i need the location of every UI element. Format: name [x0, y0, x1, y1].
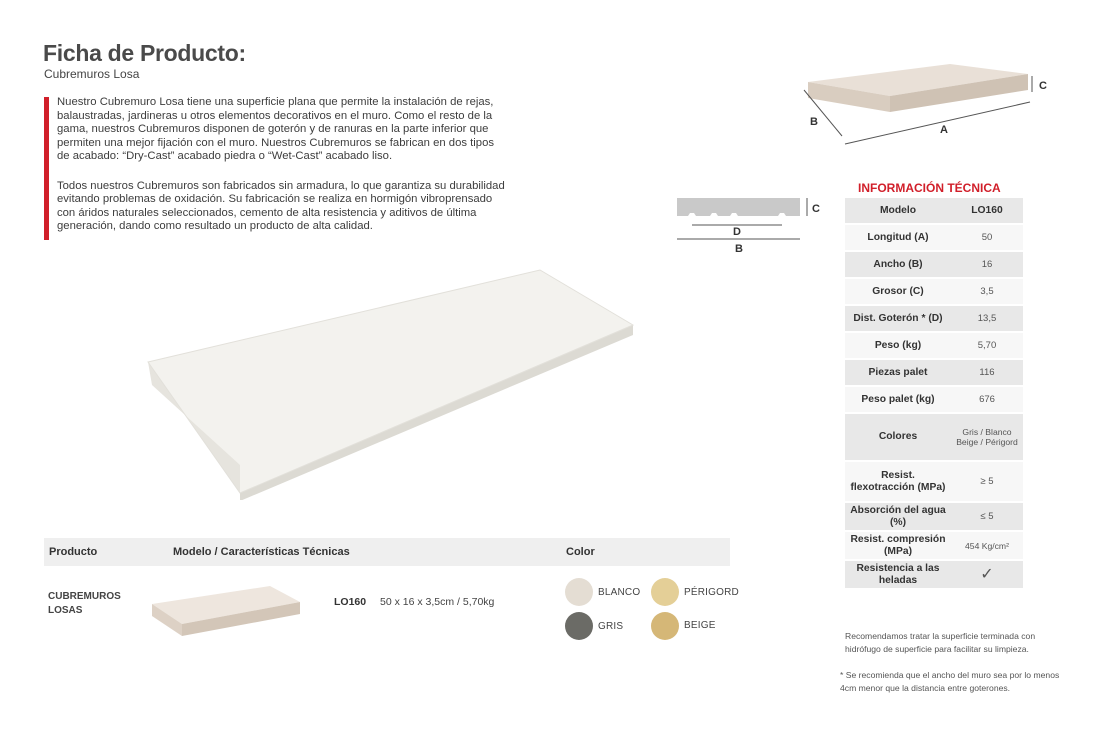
description-paragraph: Todos nuestros Cubremuros son fabricados sin armadura, lo que garantiza su durabilidad evitando problemas de oxidación. Su fabricación se realiza en hormigón vibroprensado con áridos naturales seleccionados, cemento de alta resistencia y aditivos de última generación, dando como resultado un producto de alta calidad. — [57, 179, 505, 232]
tech-row-label: Longitud (A) — [867, 231, 929, 243]
note-wall-width: * Se recomienda que el ancho del muro sea por lo menos 4cm menor que la distancia entre goterones. — [840, 670, 1060, 693]
tech-row-value: 13,5 — [977, 312, 997, 324]
tech-row-label: Colores — [878, 431, 918, 442]
dimension-label-a: A — [940, 124, 948, 136]
tech-row-value: LO160 — [971, 204, 1003, 216]
accent-bar — [44, 97, 49, 240]
page-title: Ficha de Producto: — [43, 40, 246, 66]
tech-row-label: Peso palet (kg) — [861, 393, 935, 405]
header-product: Producto — [49, 546, 98, 558]
color-label-gris: GRIS — [598, 621, 624, 632]
dimension-diagram-3d — [800, 60, 1060, 150]
tech-row-label: Peso (kg) — [874, 339, 922, 351]
section-label-b: B — [735, 243, 743, 255]
color-swatch-beige — [651, 612, 679, 640]
tech-row — [845, 532, 1023, 561]
tech-row — [845, 360, 1023, 387]
tech-row-value: 5,70 — [977, 339, 997, 351]
tech-row-value: 454 Kg/cm² — [965, 540, 1009, 551]
tech-info-title: INFORMACIÓN TÉCNICA — [858, 181, 1001, 195]
tech-row — [845, 333, 1023, 360]
tech-row-value: ≥ 5 — [980, 475, 994, 487]
color-label-perigord: PÉRIGORD — [684, 587, 739, 598]
tech-row-value: ≤ 5 — [980, 510, 994, 522]
tech-row-value: 50 — [981, 231, 993, 243]
color-label-blanco: BLANCO — [598, 587, 641, 598]
note-treatment: Recomendamos tratar la superficie terminada con hidrófugo de superficie para facilitar su limpieza. — [845, 631, 1036, 654]
tech-row-label: Modelo — [879, 204, 917, 216]
tech-row-value: 116 — [979, 366, 995, 378]
description-paragraph: Nuestro Cubremuro Losa tiene una superficie plana que permite la instalación de rejas, balaustradas, jardineras u otros elementos decorativos en el muro. Como el resto de la gama, nuestros Cubremuros disponen de goterón y de ranuras en la parte inferior que permiten una mejor fijación con el muro. Nuestros Cubremuros se fabrican en dos tipos de acabado: “Dry-Cast” acabado piedra o “Wet-Cast” acabado liso. — [57, 96, 495, 162]
tech-row — [845, 387, 1023, 414]
tech-row-value: 16 — [981, 258, 993, 270]
tech-row-label: Resist. compresión (MPa) — [850, 533, 946, 557]
tech-row-value: 676 — [979, 393, 995, 405]
tech-row-value: 3,5 — [980, 285, 994, 297]
tech-row-label: Grosor (C) — [872, 285, 924, 297]
tech-row — [845, 414, 1023, 462]
tech-row — [845, 503, 1023, 532]
tech-row — [845, 252, 1023, 279]
tech-row-label: Absorción del agua (%) — [850, 504, 946, 528]
tech-row-label: Resistencia a las heladas — [856, 562, 940, 586]
product-model: LO160 — [334, 596, 367, 608]
dimension-label-c: C — [1039, 80, 1047, 92]
tech-row — [845, 225, 1023, 252]
product-table-header — [44, 538, 730, 566]
dimension-label-b: B — [810, 116, 818, 128]
tech-row — [845, 198, 1023, 225]
tech-row — [845, 306, 1023, 333]
tech-row-label: Ancho (B) — [873, 258, 923, 270]
header-model: Modelo / Características Técnicas — [173, 546, 350, 558]
product-name: CUBREMUROS LOSAS — [48, 591, 121, 616]
tech-row — [845, 279, 1023, 306]
check-icon: ✓ — [980, 565, 994, 583]
product-dimensions: 50 x 16 x 3,5cm / 5,70kg — [380, 596, 495, 608]
color-swatch-perigord — [651, 578, 679, 606]
product-photo — [140, 265, 650, 500]
section-label-c: C — [812, 203, 820, 215]
tech-row-label: Resist. flexotracción (MPa) — [850, 469, 946, 493]
tech-info-table — [845, 198, 1023, 590]
tech-row — [845, 561, 1023, 590]
section-label-d: D — [733, 226, 741, 238]
product-thumbnail — [150, 584, 302, 644]
tech-row — [845, 462, 1023, 503]
color-swatch-gris — [565, 612, 593, 640]
color-label-beige: BEIGE — [684, 620, 716, 631]
tech-row-label: Piezas palet — [868, 366, 928, 378]
page-subtitle: Cubremuros Losa — [44, 67, 140, 81]
tech-row-value: Gris / Blanco Beige / Périgord — [956, 427, 1018, 447]
section-diagram — [674, 194, 809, 246]
header-color: Color — [566, 546, 595, 558]
tech-row-label: Dist. Goterón * (D) — [853, 312, 943, 324]
description — [57, 96, 507, 250]
color-swatch-blanco — [565, 578, 593, 606]
